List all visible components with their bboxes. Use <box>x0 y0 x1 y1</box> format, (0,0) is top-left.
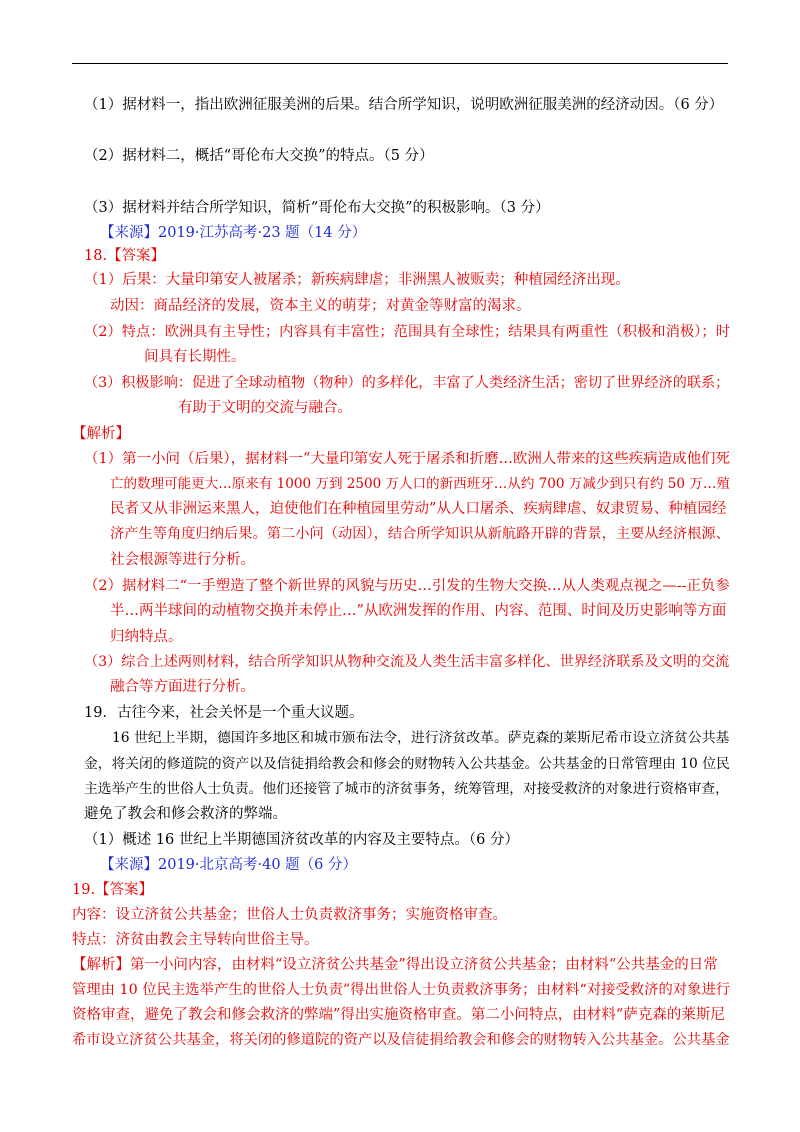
q19-title: 19．古往今来，社会关怀是一个重大议题。 <box>84 705 364 721</box>
answer-18-line: （1）后果：大量印第安人被屠杀；新疾病肆虐；非洲黑人被贩卖；种植园经济出现。 <box>84 272 630 288</box>
analysis-18-line: 济产生等角度归纳后果。第二小问（动因），结合所学知识从新航路开辟的背景，主要从经济根源、 <box>110 526 730 542</box>
header-rule <box>72 63 728 64</box>
q19-material-line: 避免了教会和修会救济的弊端。 <box>84 806 287 822</box>
q19-material-line: 金，将关闭的修道院的资产以及信徒捐给教会和修会的财物转入公共基金。公共基金的日常管理由 10 位民 <box>84 756 730 772</box>
q19-material-line: 主选举产生的世俗人士负责。他们还接管了城市的济贫事务，统筹管理，对接受救济的对象进行资格审查， <box>84 781 729 797</box>
answer-18-line: （3）积极影响：促进了全球动植物（物种）的多样化，丰富了人类经济生活；密切了世界经济的联系； <box>84 375 730 391</box>
answer-19-feature: 特点：济贫由教会主导转向世俗主导。 <box>72 932 319 948</box>
q17-source: 【来源】2019·江苏高考·23 题（14 分） <box>100 225 367 241</box>
analysis-18-line: （3）综合上述两则材料，结合所学知识从物种交流及人类生活丰富多样化、世界经济联系及文明的交流 <box>84 654 730 670</box>
q17-subquestion-1: （1）据材料一，指出欧洲征服美洲的后果。结合所学知识，说明欧洲征服美洲的经济动因。（6 分） <box>84 97 724 113</box>
analysis-18-line: 半…两半球间的动植物交换并未停止…”从欧洲发挥的作用、内容、范围、时间及历史影响等方面 <box>110 603 727 619</box>
analysis-18-line: 民者又从非洲运来黑人，迫使他们在种植园里劳动”从人口屠杀、疾病肆虐、奴隶贸易、种植园经 <box>110 501 727 517</box>
answer-19-analysis-line: 希市设立济贫公共基金，将关闭的修道院的资产以及信徒捐给教会和修会的财物转入公共基金。公共基金 <box>72 1032 730 1048</box>
analysis-18-line: （1）第一小问（后果），据材料一“大量印第安人死于屠杀和折磨…欧洲人带来的这些疾病造成他们死 <box>84 451 730 467</box>
analysis-18-line: 社会根源等进行分析。 <box>110 552 255 568</box>
answer-19-analysis-line: 资格审查，避免了教会和修会救济的弊端”得出实施资格审查。第二小问特点，由材料“萨克森的莱斯尼 <box>72 1007 725 1023</box>
analysis-18-heading: 【解析】 <box>72 426 130 442</box>
answer-18-line: 有助于文明的交流与融合。 <box>178 400 352 416</box>
analysis-18-line: 亡的数理可能更大…原来有 1000 万到 2500 万人口的新西班牙…从约 700 万减少到只有约 50 万…殖 <box>110 476 730 492</box>
answer-19-heading: 19.【答案】 <box>72 882 154 898</box>
analysis-18-line: 融合等方面进行分析。 <box>110 679 255 695</box>
q17-subquestion-3: （3）据材料并结合所学知识，简析“哥伦布大交换”的积极影响。（3 分） <box>84 200 550 216</box>
analysis-18-line: 归纳特点。 <box>110 629 183 645</box>
answer-19-content: 内容：设立济贫公共基金；世俗人士负责救济事务；实施资格审查。 <box>72 907 507 923</box>
answer-19-analysis-line: 管理由 10 位民主选举产生的世俗人士负责”得出世俗人士负责救济事务；由材料“对接受救济的对象进行 <box>72 982 731 998</box>
answer-18-line: 动因：商品经济的发展，资本主义的萌芽；对黄金等财富的渴求。 <box>110 298 531 314</box>
q19-subquestion-1: （1）概述 16 世纪上半期德国济贫改革的内容及主要特点。（6 分） <box>84 832 519 848</box>
answer-19-analysis-line: 【解析】第一小问内容，由材料“设立济贫公共基金”得出设立济贫公共基金；由材料“公共基金的日常 <box>72 957 718 973</box>
q19-material-line: 16 世纪上半期，德国许多地区和城市颁布法令，进行济贫改革。萨克森的莱斯尼希市设立济贫公共基 <box>112 730 730 746</box>
answer-18-heading: 18.【答案】 <box>84 248 166 264</box>
analysis-18-line: （2）据材料二“一手塑造了整个新世界的风貌与历史…引发的生物大交换…从人类观点视之—--正负参 <box>84 578 730 594</box>
q17-subquestion-2: （2）据材料二，概括“哥伦布大交换”的特点。（5 分） <box>84 148 434 164</box>
q19-source: 【来源】2019·北京高考·40 题（6 分） <box>100 857 358 873</box>
answer-18-line: 间具有长期性。 <box>144 349 246 365</box>
answer-18-line: （2）特点：欧洲具有主导性；内容具有丰富性；范围具有全球性；结果具有两重性（积极和消极）；时 <box>84 324 731 340</box>
